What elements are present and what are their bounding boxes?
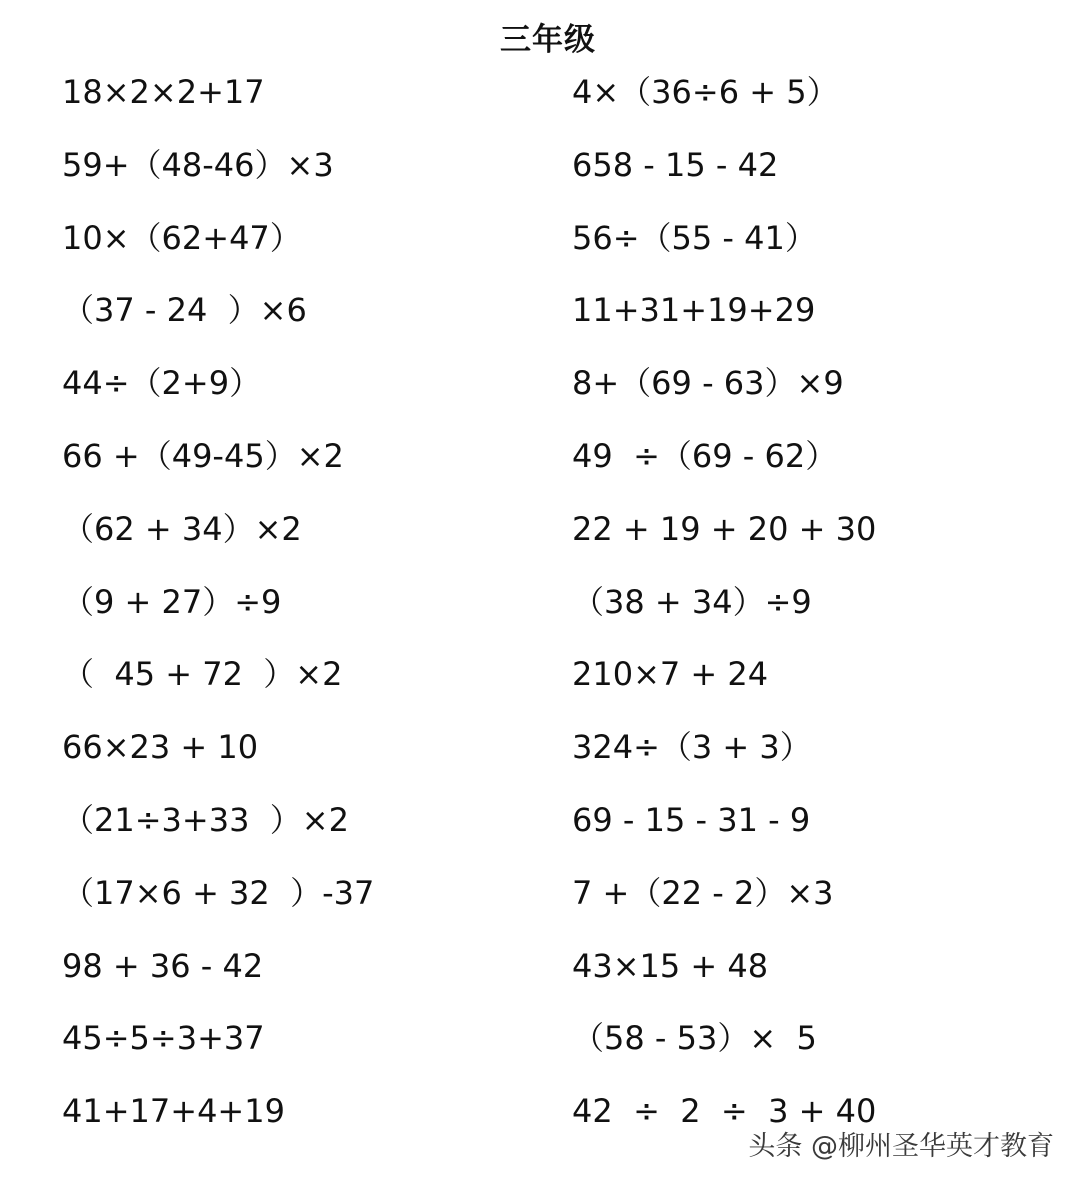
right-problem-column xyxy=(572,68,876,1160)
left-problem-column xyxy=(62,68,374,1160)
math-problem: 18×2×2+17 xyxy=(62,73,265,111)
math-problem: 22 + 19 + 20 + 30 xyxy=(572,509,877,548)
math-problem: （9 + 27）÷9 xyxy=(62,582,282,621)
math-problem: 10×（62+47） xyxy=(62,218,302,257)
math-problem: 44÷（2+9） xyxy=(62,364,262,403)
math-problem: 658 - 15 - 42 xyxy=(572,145,779,184)
math-problem: （17×6 + 32 ）-37 xyxy=(62,873,375,912)
math-problem: 45÷5÷3+37 xyxy=(62,1019,265,1058)
math-problem: 66 +（49-45）×2 xyxy=(62,436,344,475)
math-problem: （62 + 34）×2 xyxy=(62,509,302,548)
math-problem: （ 45 + 72 ）×2 xyxy=(62,655,343,694)
math-problem: 66×23 + 10 xyxy=(62,728,259,767)
math-problem: 11+31+19+29 xyxy=(572,291,816,330)
math-problem: （21÷3+33 ）×2 xyxy=(62,800,349,839)
math-problem: 49 ÷（69 - 62） xyxy=(572,436,838,475)
math-problem: 8+（69 - 63）×9 xyxy=(572,364,844,403)
page-title: 三年级 xyxy=(500,22,596,58)
math-problem: 59+（48-46）×3 xyxy=(62,145,334,184)
math-problem: 43×15 + 48 xyxy=(572,946,769,985)
math-problem: 56÷（55 - 41） xyxy=(572,218,817,257)
watermark: 头条 @柳州圣华英才教育 xyxy=(748,1131,1054,1162)
math-problem: 324÷（3 + 3） xyxy=(572,728,812,767)
math-problem: （58 - 53）× 5 xyxy=(572,1019,817,1058)
math-problem: 69 - 15 - 31 - 9 xyxy=(572,800,811,839)
math-problem: （37 - 24 ）×6 xyxy=(62,291,307,330)
math-problem: （38 + 34）÷9 xyxy=(572,582,812,621)
math-problem: 98 + 36 - 42 xyxy=(62,946,264,985)
math-problem: 41+17+4+19 xyxy=(62,1092,285,1131)
math-problem: 4×（36÷6 + 5） xyxy=(572,73,839,111)
math-problem: 42 ÷ 2 ÷ 3 + 40 xyxy=(572,1092,877,1131)
math-problem: 210×7 + 24 xyxy=(572,655,769,694)
math-problem: 7 +（22 - 2）×3 xyxy=(572,873,834,912)
